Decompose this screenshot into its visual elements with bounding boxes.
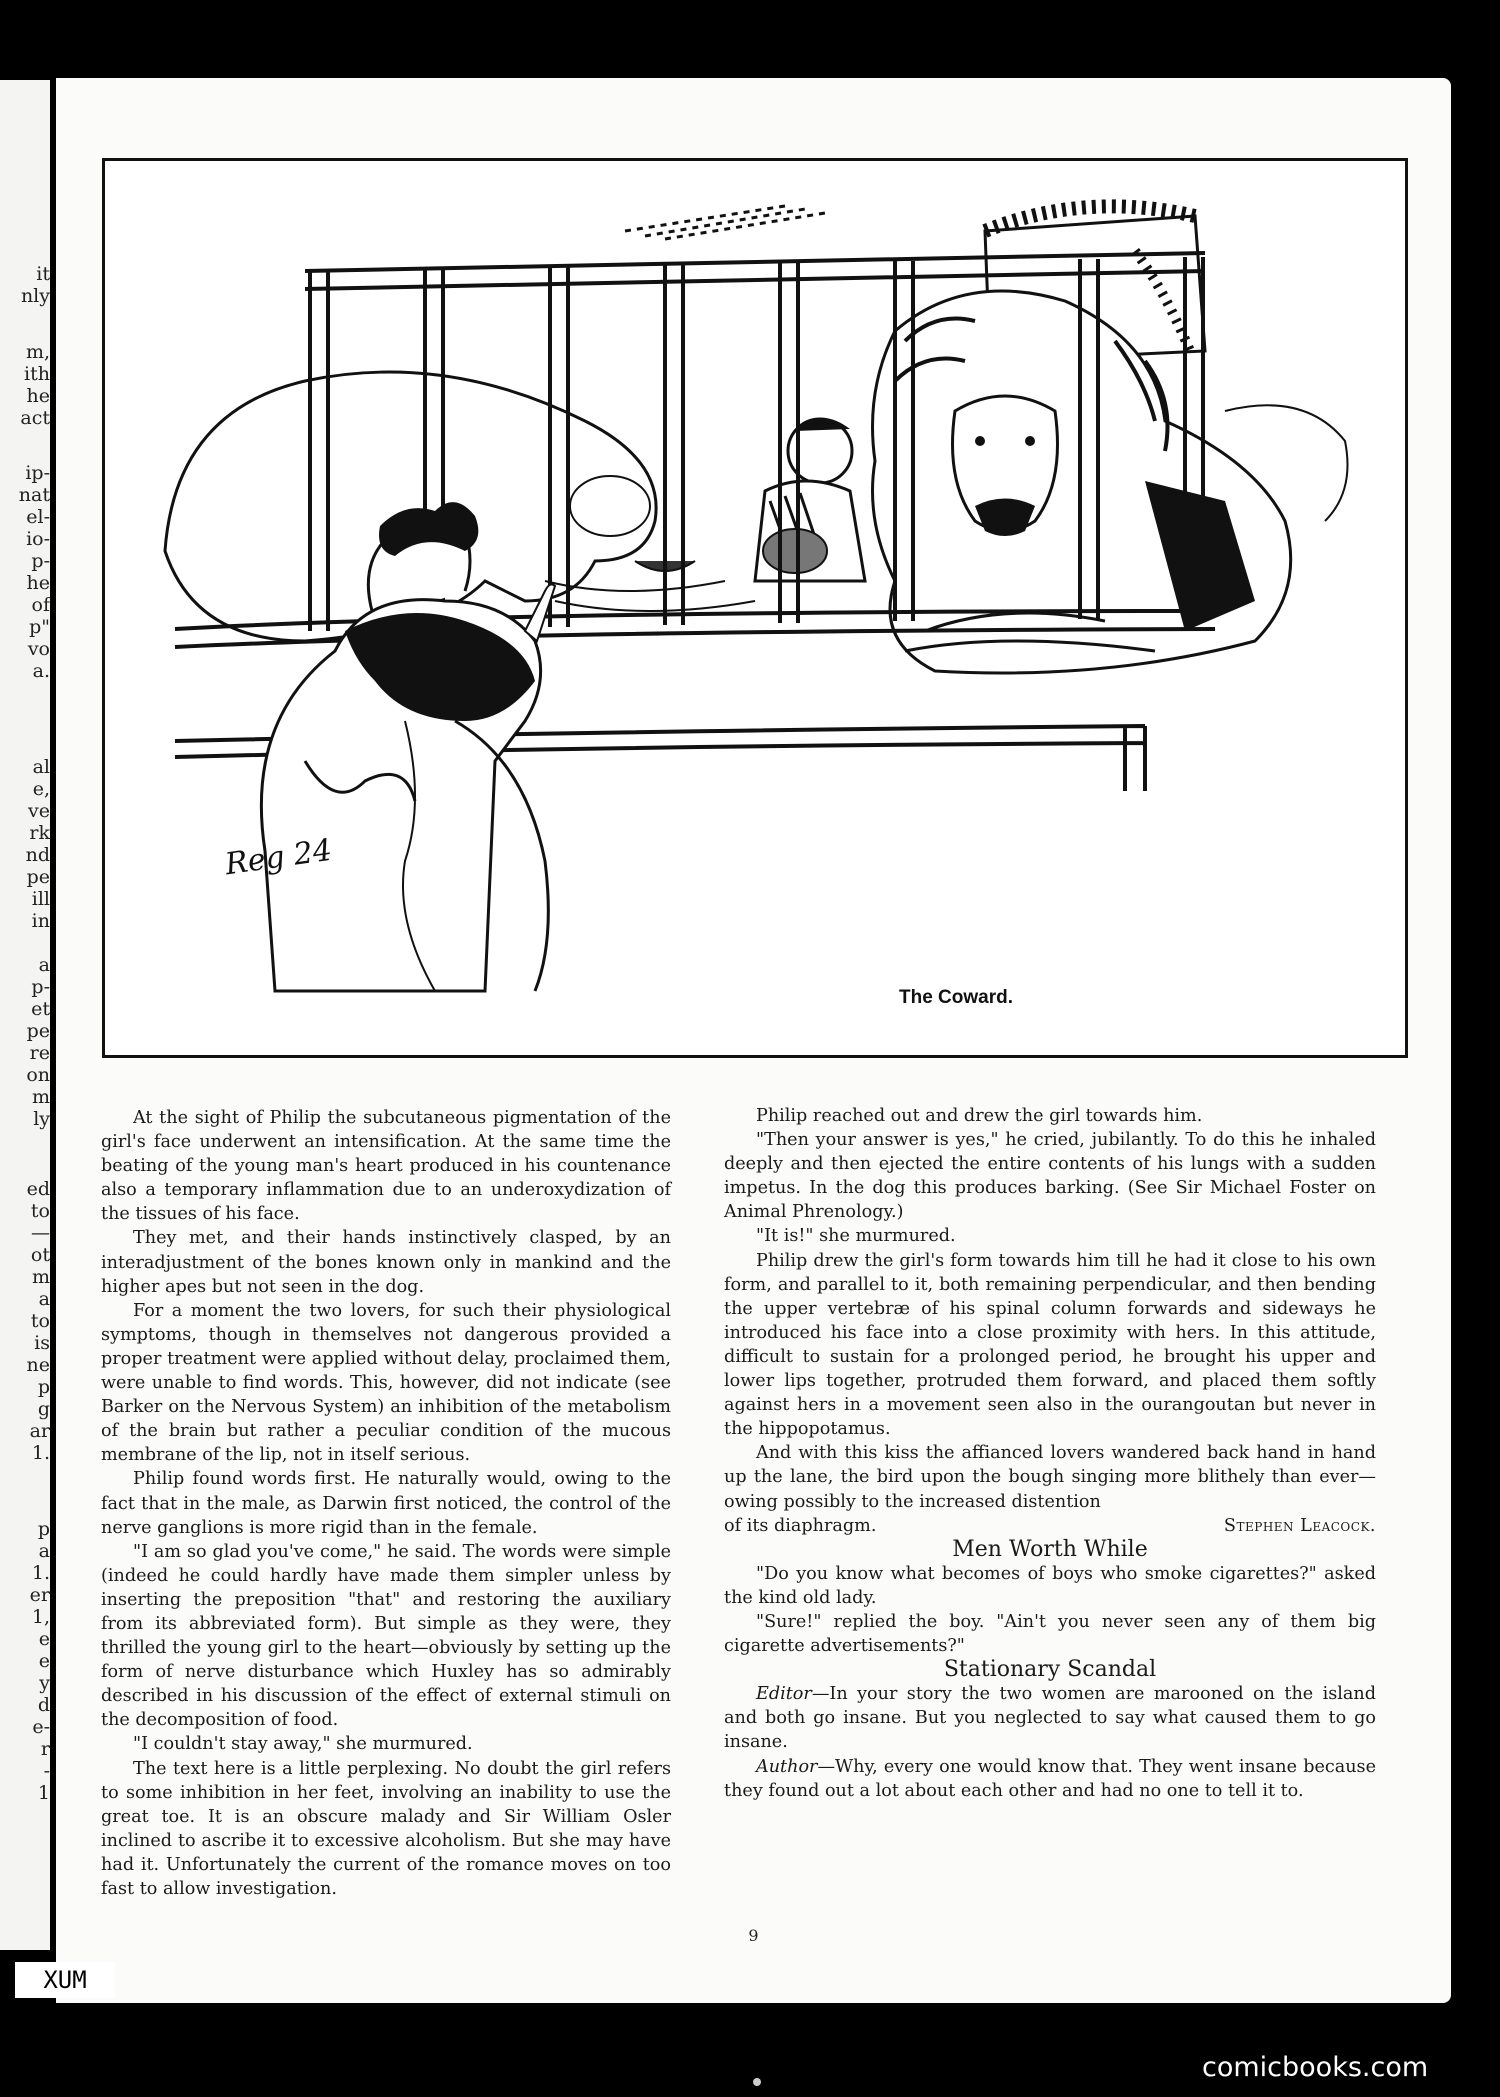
left-fragment: al — [32, 756, 50, 778]
left-fragment: e- — [32, 1716, 50, 1738]
left-fragment: a. — [32, 660, 50, 682]
left-fragment: he — [26, 572, 50, 594]
left-fragment: m, — [25, 341, 50, 363]
text-column-right — [724, 1104, 1376, 1803]
left-page-edge — [0, 80, 50, 1950]
left-fragment: e — [38, 1650, 50, 1672]
paragraph: Philip found words first. He naturally would, owing to the fact that in the male, as Darwin first noticed, the control of the nerve ganglions is more rigid than in the female. — [101, 1469, 671, 1538]
left-fragment: a — [38, 1540, 50, 1562]
left-fragment: ly — [33, 1108, 50, 1130]
left-fragment: p — [37, 1518, 50, 1540]
left-fragment: ip- — [25, 462, 50, 484]
corner-tag: XUM — [15, 1962, 115, 1998]
left-fragment: r — [40, 1738, 50, 1760]
left-fragment: nly — [20, 285, 50, 307]
paragraph: For a moment the two lovers, for such their physiological symptoms, though in themselves not dangerous provided a proper treatment were applied without delay, proclaimed them, were unable to find words. This, however, did not indicate (see Barker on the Nervous System) an inhibition of the metabolism of the brain but rather a peculiar condition of the mucous membrane of the lip, not in itself serious. — [101, 1300, 671, 1466]
left-fragment: p- — [31, 976, 50, 998]
section-title-men-worth-while: Men Worth While — [952, 1536, 1148, 1562]
left-fragment: ot — [30, 1244, 50, 1266]
paragraph: "I am so glad you've come," he said. The words were simple (indeed he could hardly have made them simpler unless by inserting the preposition "that" and restoring the auxiliary from its abbreviated form). But simple as they were, they thrilled the young girl to the heart—obviously by setting up the form of nerve disturbance which Huxley has so admirably described in his discussion of the effect of external stimuli on the decomposition of food. — [101, 1541, 671, 1731]
left-fragment: ar — [29, 1420, 50, 1442]
left-fragment: is — [34, 1332, 50, 1354]
left-fragment: of — [31, 594, 50, 616]
cartoon-illustration — [102, 158, 1408, 1058]
text-column-left — [101, 1106, 671, 1901]
caption-text: The Coward. — [898, 987, 1013, 1008]
author-signature: Stephen Leacock. — [1223, 1515, 1376, 1536]
left-fragment: pe — [26, 866, 50, 888]
speaker-label: Author — [756, 1756, 818, 1777]
left-fragment: g — [37, 1398, 50, 1420]
left-fragment: e, — [32, 778, 50, 800]
paragraph: "I couldn't stay away," she murmured. — [133, 1734, 473, 1755]
paragraph: Philip drew the girl's form towards him till he had it close to his own form, and parallel to it, both remaining perpendicular, and then bending the upper vertebræ of his spinal column forwards and sideways he introduced his face into a close proximity with hers. In this attitude, difficult to sustain for a prolonged period, he brought his upper and lower lips together, protruded them forward, and placed them softly against hers in a movement seen also in the ourangoutan but never in the hippopotamus. — [724, 1250, 1376, 1440]
left-fragment: ve — [28, 800, 50, 822]
left-fragment: ill — [31, 888, 50, 910]
paragraph: "It is!" she murmured. — [756, 1226, 956, 1247]
left-fragment: a — [38, 954, 50, 976]
left-fragment: ed — [26, 1178, 50, 1200]
left-fragment: it — [36, 263, 50, 285]
left-fragment: act — [20, 407, 50, 429]
left-fragment: 1 — [37, 1782, 50, 1804]
watermark: comicbooks.com — [1202, 2052, 1429, 2083]
artist-signature: Reg 24 — [223, 832, 335, 883]
left-fragment: ith — [24, 363, 50, 385]
left-fragment: p- — [31, 550, 50, 572]
left-fragment: ne — [26, 1354, 50, 1376]
left-fragment: to — [30, 1310, 50, 1332]
paragraph: They met, and their hands instinctively clasped, by an interadjustment of the bones known only in mankind and the higher apes but not seen in the dog. — [101, 1228, 671, 1297]
left-fragment: 1. — [31, 1562, 50, 1584]
closing-line — [724, 1514, 1376, 1538]
left-fragment: p — [37, 1376, 50, 1398]
dialogue-text: —Why, every one would know that. They went insane because they found out a lot about each other and had no one to tell it to. — [724, 1756, 1376, 1801]
left-fragment: d — [37, 1694, 50, 1716]
left-fragment: m — [31, 1266, 50, 1288]
paragraph: "Do you know what becomes of boys who smoke cigarettes?" asked the kind old lady. — [724, 1563, 1376, 1608]
paragraph: At the sight of Philip the subcutaneous pigmentation of the girl's face underwent an intensification. At the same time the beating of the young man's heart produced in his countenance also a temporary inflammation due to an underoxydization of the tissues of his face. — [101, 1108, 671, 1225]
left-fragment: in — [31, 910, 50, 932]
left-fragment: re — [29, 1042, 50, 1064]
illustration-caption — [105, 987, 1408, 1009]
binding-dot — [753, 2078, 761, 2086]
left-fragment: p" — [29, 616, 50, 638]
paragraph: And with this kiss the affianced lovers wandered back hand in hand up the lane, the bird upon the bough singing more blithely than ever—owing possibly to the increased distention — [724, 1443, 1376, 1512]
paragraph: "Sure!" replied the boy. "Ain't you never seen any of them big cigarette advertisements?" — [724, 1611, 1376, 1657]
left-fragment: - — [43, 1760, 50, 1782]
paragraph: Philip reached out and drew the girl towards him. — [756, 1106, 1203, 1126]
left-fragment: el- — [26, 506, 50, 528]
left-fragment: pe — [26, 1020, 50, 1042]
left-fragment: nat — [18, 484, 50, 506]
left-fragment: a — [38, 1288, 50, 1310]
left-fragment: e — [38, 1628, 50, 1650]
left-fragment: et — [31, 998, 50, 1020]
left-fragment: on — [26, 1064, 50, 1086]
magazine-page — [56, 78, 1451, 2003]
closing-text: of its diaphragm. — [724, 1515, 877, 1536]
left-fragment: rk — [29, 822, 50, 844]
left-fragment: 1, — [31, 1606, 50, 1628]
left-fragment: to — [30, 1200, 50, 1222]
left-fragment: vo — [27, 638, 50, 660]
left-fragment: io- — [26, 528, 50, 550]
left-fragment: y — [39, 1672, 50, 1694]
dialogue-text: —In your story the two women are marooned on the island and both go insane. But you neglected to say what caused them to go insane. — [724, 1684, 1376, 1753]
speaker-label: Editor — [756, 1684, 812, 1705]
left-fragment: nd — [25, 844, 50, 866]
paragraph: "Then your answer is yes," he cried, jubilantly. To do this he inhaled deeply and then ejected the entire contents of his lungs with a sudden impetus. In the dog this produces barking. (See Sir Michael Foster on Animal Phrenology.) — [724, 1130, 1376, 1223]
left-fragment: 1. — [31, 1442, 50, 1464]
left-fragment: m — [31, 1086, 50, 1108]
left-fragment: he — [26, 385, 50, 407]
page-number: 9 — [748, 1926, 759, 1945]
paragraph-author — [724, 1755, 1376, 1803]
section-title-stationary-scandal: Stationary Scandal — [943, 1657, 1157, 1683]
left-fragment: er — [29, 1584, 50, 1606]
paragraph-editor — [724, 1682, 1376, 1754]
paragraph: The text here is a little perplexing. No doubt the girl refers to some inhibition in her feet, involving an inability to use the great toe. It is an obscure malady and Sir William Osler inclined to ascribe it to excessive alcoholism. But she may have had it. Unfortunately the current of the romance moves on too fast to allow investigation. — [101, 1758, 671, 1899]
cage-drawing — [105, 161, 1405, 1055]
left-fragment: — — [31, 1222, 50, 1244]
